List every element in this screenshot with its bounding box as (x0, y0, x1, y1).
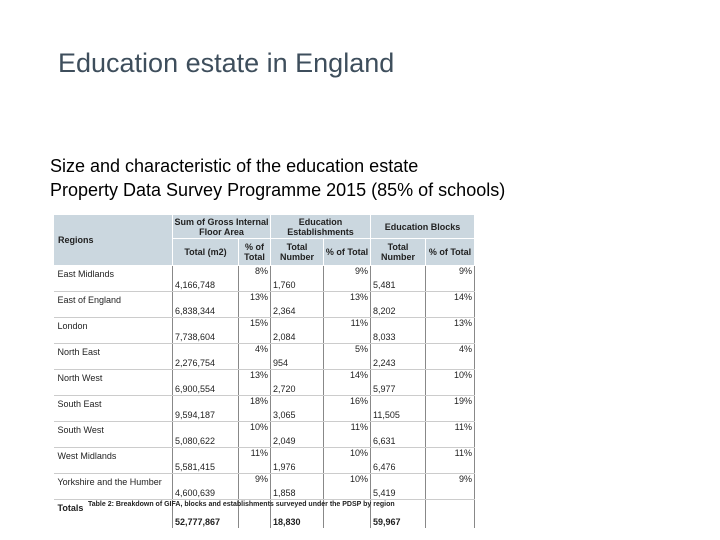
cell-gifa-pct: 15% (239, 318, 271, 344)
cell-blocks-pct: 13% (426, 318, 475, 344)
header-blocks: Education Blocks (371, 215, 475, 239)
header-total-number: Total Number (371, 239, 426, 266)
cell-blocks: 11,505 (371, 396, 426, 422)
cell-blocks: 5,977 (371, 370, 426, 396)
cell-est-pct: 10% (324, 448, 371, 474)
cell-gifa: 4,166,748 (173, 266, 239, 292)
cell-gifa: 2,276,754 (173, 344, 239, 370)
table-row (54, 266, 475, 292)
cell-est: 2,720 (271, 370, 324, 396)
cell-gifa: 5,080,622 (173, 422, 239, 448)
table-caption: Table 2: Breakdown of GIFA, blocks and establishments surveyed under the PDSP by region (88, 501, 395, 508)
cell-blocks: 5,481 (371, 266, 426, 292)
cell-blocks-pct: 14% (426, 292, 475, 318)
cell-region: South East (54, 396, 173, 422)
header-total-number: Total Number (271, 239, 324, 266)
cell-est-pct: 16% (324, 396, 371, 422)
table-row (54, 422, 475, 448)
header-regions: Regions (54, 215, 173, 266)
empty-cell (426, 500, 475, 529)
cell-region: East Midlands (54, 266, 173, 292)
cell-blocks-pct: 10% (426, 370, 475, 396)
cell-blocks: 8,033 (371, 318, 426, 344)
header-establishments: Education Establishments (271, 215, 371, 239)
cell-region: London (54, 318, 173, 344)
region-table (53, 214, 475, 528)
table-row (54, 474, 475, 500)
slide-subtitle (50, 154, 505, 202)
cell-est-pct: 13% (324, 292, 371, 318)
table-row (54, 448, 475, 474)
cell-region: East of England (54, 292, 173, 318)
cell-gifa: 6,900,554 (173, 370, 239, 396)
table-row (54, 344, 475, 370)
cell-est: 2,049 (271, 422, 324, 448)
total-blocks: 59,967 (371, 500, 426, 529)
cell-region: South West (54, 422, 173, 448)
table-row (54, 318, 475, 344)
cell-blocks: 5,419 (371, 474, 426, 500)
cell-region: North East (54, 344, 173, 370)
cell-gifa-pct: 4% (239, 344, 271, 370)
cell-est-pct: 11% (324, 422, 371, 448)
cell-est: 3,065 (271, 396, 324, 422)
cell-gifa-pct: 9% (239, 474, 271, 500)
subtitle-line-1: Size and characteristic of the education estate (50, 156, 419, 176)
cell-region: West Midlands (54, 448, 173, 474)
cell-gifa: 9,594,187 (173, 396, 239, 422)
cell-est: 1,858 (271, 474, 324, 500)
cell-est-pct: 10% (324, 474, 371, 500)
cell-gifa: 6,838,344 (173, 292, 239, 318)
cell-blocks-pct: 9% (426, 266, 475, 292)
cell-gifa-pct: 13% (239, 370, 271, 396)
cell-gifa: 5,581,415 (173, 448, 239, 474)
cell-blocks: 8,202 (371, 292, 426, 318)
cell-blocks: 6,476 (371, 448, 426, 474)
table-row (54, 292, 475, 318)
cell-gifa: 7,738,604 (173, 318, 239, 344)
table-row (54, 396, 475, 422)
cell-blocks-pct: 11% (426, 448, 475, 474)
slide-title: Education estate in England (58, 48, 395, 78)
header-total-m2: Total (m2) (173, 239, 239, 266)
cell-est-pct: 14% (324, 370, 371, 396)
subtitle-line-2: Property Data Survey Programme 2015 (85% of schools) (50, 180, 506, 200)
cell-est: 1,976 (271, 448, 324, 474)
cell-gifa-pct: 13% (239, 292, 271, 318)
cell-est: 954 (271, 344, 324, 370)
table-row (54, 370, 475, 396)
cell-est: 1,760 (271, 266, 324, 292)
cell-blocks-pct: 11% (426, 422, 475, 448)
cell-gifa-pct: 11% (239, 448, 271, 474)
total-est: 18,830 (271, 500, 324, 529)
header-pct: % of Total (239, 239, 271, 266)
cell-gifa: 4,600,639 (173, 474, 239, 500)
cell-est: 2,364 (271, 292, 324, 318)
cell-region: Yorkshire and the Humber (54, 474, 173, 500)
cell-est-pct: 11% (324, 318, 371, 344)
cell-est: 2,084 (271, 318, 324, 344)
cell-blocks-pct: 9% (426, 474, 475, 500)
cell-blocks-pct: 4% (426, 344, 475, 370)
cell-blocks-pct: 19% (426, 396, 475, 422)
cell-blocks: 6,631 (371, 422, 426, 448)
cell-gifa-pct: 8% (239, 266, 271, 292)
cell-blocks: 2,243 (371, 344, 426, 370)
header-pct: % of Total (324, 239, 371, 266)
cell-est-pct: 9% (324, 266, 371, 292)
total-gifa: 52,777,867 (173, 500, 239, 529)
cell-gifa-pct: 10% (239, 422, 271, 448)
cell-region: North West (54, 370, 173, 396)
cell-gifa-pct: 18% (239, 396, 271, 422)
header-pct: % of Total (426, 239, 475, 266)
cell-est-pct: 5% (324, 344, 371, 370)
header-gifa: Sum of Gross Internal Floor Area (174, 216, 269, 237)
total-label: Totals (54, 500, 173, 529)
